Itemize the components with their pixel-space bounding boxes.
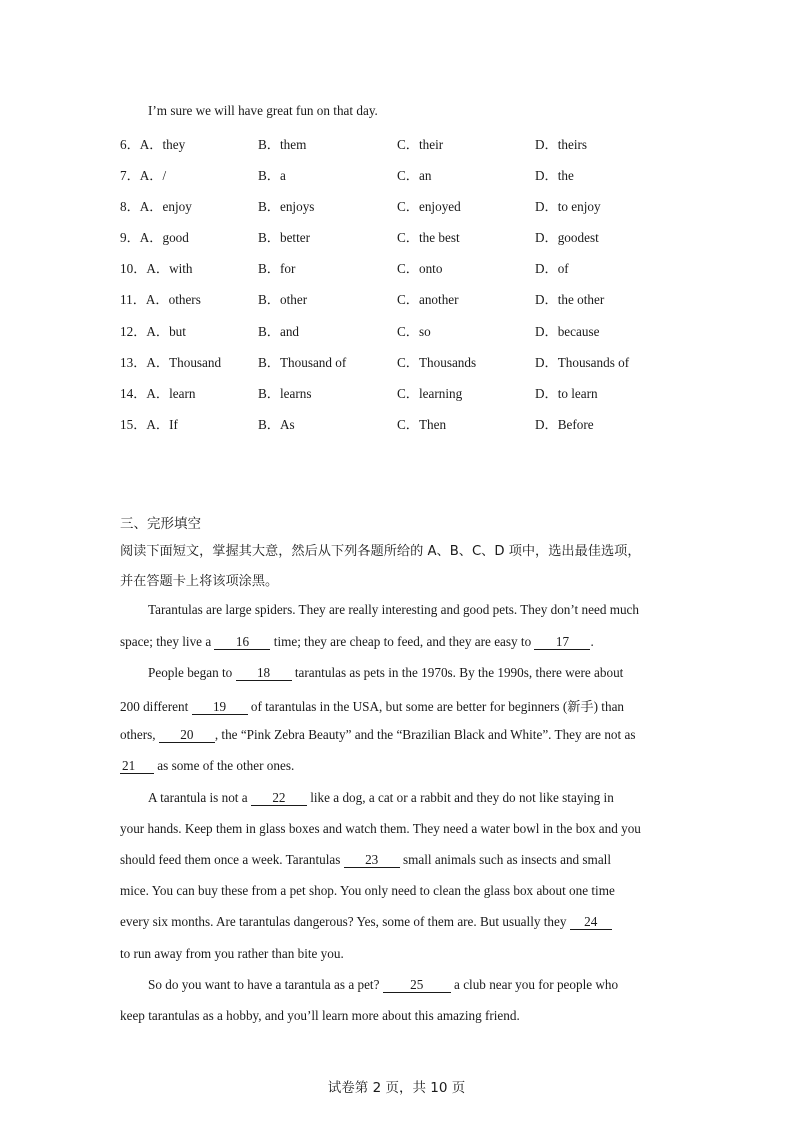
- option-c: C．onto: [397, 261, 443, 276]
- passage-line: People began to 18 tarantulas as pets in the 1970s. By the 1990s, there were about: [148, 665, 624, 680]
- question-row: [120, 134, 680, 154]
- option-b: B．enjoys: [258, 199, 315, 214]
- option-b: B．and: [258, 324, 300, 339]
- option-c: C．learning: [397, 386, 463, 401]
- option-b: B．them: [258, 137, 307, 152]
- blank-22[interactable]: 22: [251, 791, 307, 806]
- question-row: [120, 352, 680, 372]
- option-c: C．another: [397, 292, 459, 307]
- option-b: B．other: [258, 292, 308, 307]
- blank-23[interactable]: 23: [344, 853, 400, 868]
- passage-line: every six months. Are tarantulas dangerous? Yes, some of them are. But usually they 24: [120, 914, 674, 930]
- blank-17[interactable]: 17: [534, 635, 590, 650]
- passage-line: should feed them once a week. Tarantulas 23 small animals such as insects and small: [120, 852, 612, 867]
- option-c: C．the best: [397, 230, 460, 245]
- option-d: D．Thousands of: [535, 355, 630, 370]
- question-row: [120, 258, 680, 278]
- blank-18[interactable]: 18: [236, 666, 292, 681]
- instruction-line: 并在答题卡上将该项涂黑。: [120, 574, 279, 589]
- blank-21[interactable]: 21: [120, 759, 154, 774]
- option-a: 12．A．but: [120, 324, 186, 339]
- option-d: D．of: [535, 261, 569, 276]
- blank-25[interactable]: 25: [383, 978, 451, 993]
- passage-line: Tarantulas are large spiders. They are really interesting and good pets. They don’t need much: [148, 602, 640, 617]
- option-d: D．goodest: [535, 230, 599, 245]
- passage-line: A tarantula is not a 22 like a dog, a cat or a rabbit and they do not like staying in: [148, 790, 614, 805]
- passage-line: keep tarantulas as a hobby, and you’ll learn more about this amazing friend.: [120, 1008, 520, 1023]
- option-a: 14．A．learn: [120, 386, 196, 401]
- option-d: D．the other: [535, 292, 605, 307]
- option-b: B．As: [258, 417, 295, 432]
- option-b: B．learns: [258, 386, 312, 401]
- option-a: 9．A．good: [120, 230, 189, 245]
- option-a: 8．A．enjoy: [120, 199, 192, 214]
- question-row: [120, 165, 680, 185]
- passage-line: 200 different 19 of tarantulas in the USA, but some are better for beginners (新手) than: [120, 699, 625, 714]
- question-row: [120, 321, 680, 341]
- option-d: D．the: [535, 168, 574, 183]
- option-c: C．so: [397, 324, 431, 339]
- page-footer: 试卷第 2 页，共 10 页: [327, 1080, 466, 1096]
- option-a: 13．A．Thousand: [120, 355, 222, 370]
- option-a: 6．A．they: [120, 137, 186, 152]
- blank-19[interactable]: 19: [192, 700, 248, 715]
- option-a: 10．A．with: [120, 261, 193, 276]
- blank-20[interactable]: 20: [159, 728, 215, 743]
- passage-line: your hands. Keep them in glass boxes and watch them. They need a water bowl in the box and you: [120, 821, 641, 836]
- passage-line: to run away from you rather than bite you.: [120, 946, 344, 961]
- blank-16[interactable]: 16: [214, 635, 270, 650]
- option-a: 15．A．If: [120, 417, 178, 432]
- option-b: B．for: [258, 261, 296, 276]
- question-row: [120, 196, 680, 216]
- option-c: C．Thousands: [397, 355, 477, 370]
- blank-24[interactable]: 24: [570, 915, 612, 930]
- option-d: D．Before: [535, 417, 594, 432]
- option-d: D．because: [535, 324, 600, 339]
- passage-line: So do you want to have a tarantula as a pet? 25 a club near you for people who: [148, 977, 619, 992]
- option-c: C．their: [397, 137, 444, 152]
- option-d: D．to learn: [535, 386, 598, 401]
- option-d: D．theirs: [535, 137, 588, 152]
- option-a: 11．A．others: [120, 292, 201, 307]
- question-row: [120, 289, 680, 309]
- option-b: B．Thousand of: [258, 355, 347, 370]
- option-c: C．enjoyed: [397, 199, 461, 214]
- instruction-line: 阅读下面短文，掌握其大意，然后从下列各题所给的 A、B、C、D 项中，选出最佳选项，: [120, 544, 641, 559]
- intro-line: I’m sure we will have great fun on that day.: [148, 103, 378, 118]
- option-d: D．to enjoy: [535, 199, 601, 214]
- option-a: 7．A．/: [120, 168, 167, 183]
- question-row: [120, 414, 680, 434]
- passage-line: others, 20 , the “Pink Zebra Beauty” and the “Brazilian Black and White”. They are not as: [120, 727, 636, 742]
- question-row: [120, 227, 680, 247]
- question-row: [120, 383, 680, 403]
- option-c: C．an: [397, 168, 432, 183]
- option-b: B．better: [258, 230, 311, 245]
- passage-line: 21 as some of the other ones.: [122, 758, 295, 773]
- section-title: 三、完形填空: [120, 516, 201, 532]
- option-c: C．Then: [397, 417, 447, 432]
- option-b: B．a: [258, 168, 286, 183]
- passage-line: space; they live a 16 time; they are cheap to feed, and they are easy to 17 .: [120, 634, 594, 649]
- passage-line: mice. You can buy these from a pet shop. You only need to clean the glass box about one time: [120, 883, 615, 898]
